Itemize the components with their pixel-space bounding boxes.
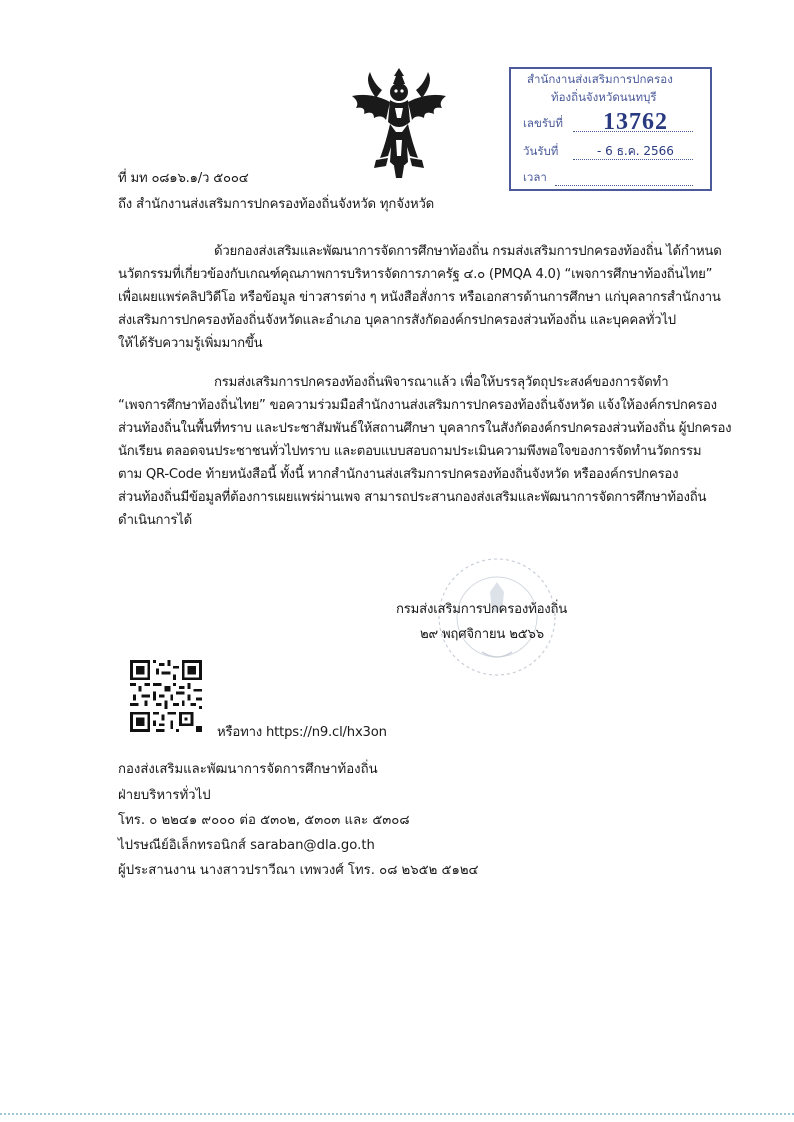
paragraph2-line: ส่วนท้องถิ่นในพื้นที่ทราบ และประชาสัมพันธ์ให้สถานศึกษา บุคลากรในสังกัดองค์กรปกครองส่วนท้องถิ่น ผู้ปกครอง: [118, 421, 732, 436]
footer-division: กองส่งเสริมและพัฒนาการจัดการศึกษาท้องถิ่น: [118, 762, 378, 777]
signature-department: กรมส่งเสริมการปกครองท้องถิ่น: [396, 602, 568, 617]
footer-email[interactable]: ไปรษณีย์อิเล็กทรอนิกส์ saraban@dla.go.th: [118, 838, 375, 853]
qr-alternative-link[interactable]: หรือทาง https://n9.cl/hx3on: [217, 725, 387, 740]
paragraph1-line: ด้วยกองส่งเสริมและพัฒนาการจัดการศึกษาท้องถิ่น กรมส่งเสริมการปกครองท้องถิ่น ได้กำหนด: [214, 244, 722, 259]
paragraph1-line: นวัตกรรมที่เกี่ยวข้องกับเกณฑ์คุณภาพการบริหารจัดการภาครัฐ ๔.๐ (PMQA 4.0) “เพจการศึกษาท้องถิ่นไทย”: [118, 267, 713, 282]
stamp-office-line1: สำนักงานส่งเสริมการปกครอง: [527, 72, 673, 86]
stamp-receipt-number: 13762: [603, 109, 668, 135]
paragraph1-line: เพื่อเผยแพร่คลิปวิดีโอ หรือข้อมูล ข่าวสารต่าง ๆ หนังสือสั่งการ หรือเอกสารด้านการศึกษา แก่บุคลากรสำนักงาน: [118, 290, 721, 305]
paragraph2-line: “เพจการศึกษาท้องถิ่นไทย” ขอความร่วมมือสำนักงานส่งเสริมการปกครองท้องถิ่นจังหวัด แจ้งให้องค์กรปกครอง: [118, 398, 717, 413]
garuda-emblem: [346, 62, 452, 180]
signature-date: ๒๙ พฤศจิกายน ๒๕๖๖: [420, 627, 544, 642]
footer-coordinator: ผู้ประสานงาน นางสาวปราวีณา เทพวงศ์ โทร. ๐๘ ๒๖๕๒ ๕๑๒๔: [118, 863, 479, 878]
qr-code[interactable]: [130, 660, 202, 732]
paragraph1-line: ให้ได้รับความรู้เพิ่มมากขึ้น: [118, 336, 263, 351]
stamp-office-line2: ท้องถิ่นจังหวัดนนทบุรี: [551, 90, 657, 104]
paragraph1-line: ส่งเสริมการปกครองท้องถิ่นจังหวัดและอำเภอ บุคลากรสังกัดองค์กรปกครองส่วนท้องถิ่น และบุคคลทั่วไป: [118, 313, 676, 328]
paragraph2-line: ส่วนท้องถิ่นมีข้อมูลที่ต้องการเผยแพร่ผ่านเพจ สามารถประสานกองส่งเสริมและพัฒนาการจัดการศึกษาท้องถิ่น: [118, 490, 707, 505]
paragraph2-line: ดำเนินการได้: [118, 513, 192, 528]
document-reference: ที่ มท ๐๘๑๖.๑/ว ๕๐๐๔: [118, 171, 249, 186]
paragraph2-line: นักเรียน ตลอดจนประชาชนทั่วไปทราบ และตอบแบบสอบถามประเมินความพึงพอใจของการจัดทำนวัตกรรม: [118, 444, 702, 459]
footer-section: ฝ่ายบริหารทั่วไป: [118, 788, 211, 803]
stamp-date-label: วันรับที่: [523, 144, 559, 158]
paragraph2-line: ตาม QR-Code ท้ายหนังสือนี้ ทั้งนี้ หากสำนักงานส่งเสริมการปกครองท้องถิ่นจังหวัด หรือองค์กรปกครอง: [118, 467, 679, 482]
stamp-date-value: - 6 ธ.ค. 2566: [597, 144, 674, 158]
footer-phone: โทร. ๐ ๒๒๔๑ ๙๐๐๐ ต่อ ๕๓๐๒, ๕๓๐๓ และ ๕๓๐๘: [118, 813, 410, 828]
stamp-time-label: เวลา: [523, 170, 547, 184]
paragraph2-line: กรมส่งเสริมการปกครองท้องถิ่นพิจารณาแล้ว เพื่อให้บรรลุวัตถุประสงค์ของการจัดทำ: [214, 375, 669, 390]
receipt-stamp: [509, 67, 712, 191]
recipient-line: ถึง สำนักงานส่งเสริมการปกครองท้องถิ่นจังหวัด ทุกจังหวัด: [118, 197, 435, 212]
stamp-receipt-label: เลขรับที่: [523, 116, 563, 130]
page-bottom-border: [0, 1113, 794, 1115]
